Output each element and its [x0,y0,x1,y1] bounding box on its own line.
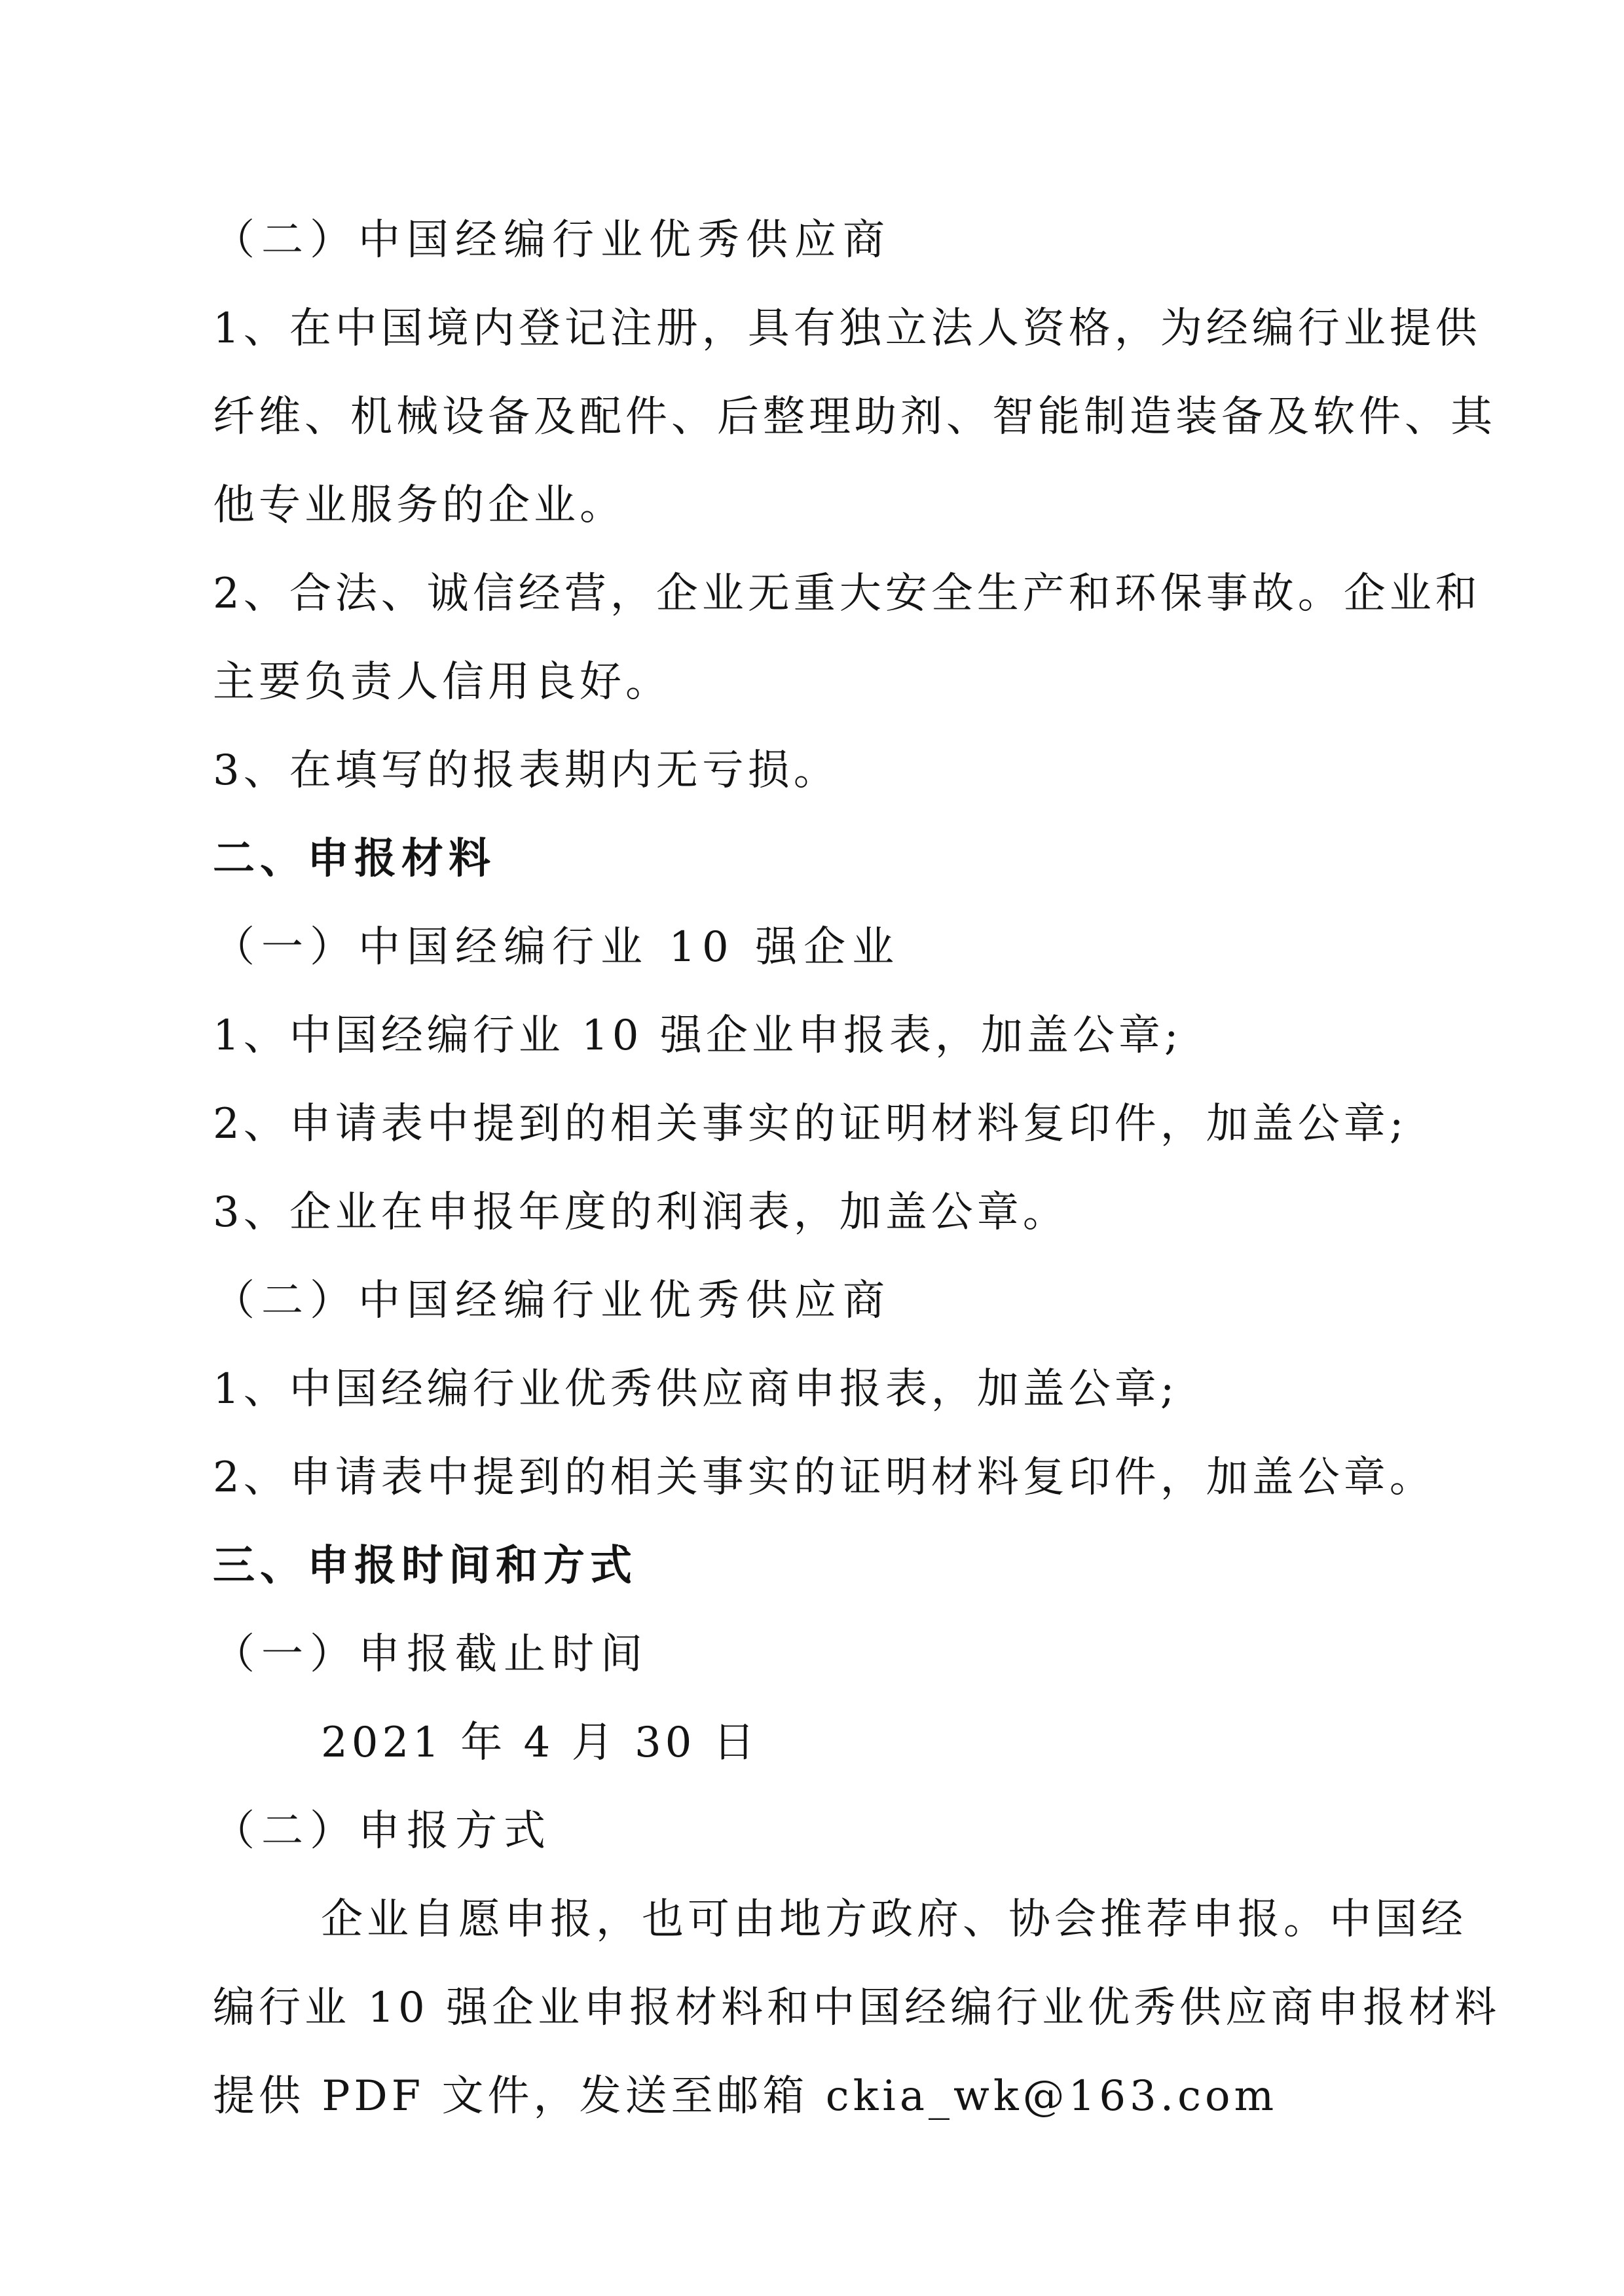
section-2-sub-1-item-1: 1、中国经编行业 10 强企业申报表，加盖公章; [213,1011,1183,1060]
method-line-3: 提供 PDF 文件，发送至邮箱 ckia_wk@163.com [213,2072,1278,2121]
section-2-sub-1: （一）中国经编行业 10 强企业 [213,923,901,972]
supplier-item-1-line-1: 1、在中国境内登记注册，具有独立法人资格，为经编行业提供 [213,304,1481,353]
section-2-sub-2-item-1: 1、中国经编行业优秀供应商申报表，加盖公章; [213,1365,1179,1413]
section-2-sub-1-item-2: 2、申请表中提到的相关事实的证明材料复印件，加盖公章; [213,1100,1408,1148]
section-2-sub-1-item-3: 3、企业在申报年度的利润表，加盖公章。 [213,1188,1069,1237]
deadline-date: 2021 年 4 月 30 日 [321,1719,759,1767]
section-2-heading: 二、申报材料 [213,835,496,883]
section-3-heading: 三、申报时间和方式 [213,1542,637,1590]
section-2-sub-2-item-2: 2、申请表中提到的相关事实的证明材料复印件，加盖公章。 [213,1453,1435,1502]
supplier-item-2-line-1: 2、合法、诚信经营，企业无重大安全生产和环保事故。企业和 [213,570,1481,618]
supplier-item-3: 3、在填写的报表期内无亏损。 [213,746,840,795]
section-2-sub-2: （二）中国经编行业优秀供应商 [213,1277,891,1325]
supplier-heading: （二）中国经编行业优秀供应商 [213,216,891,264]
section-3-sub-1: （一）申报截止时间 [213,1630,649,1679]
supplier-item-2-line-2: 主要负责人信用良好。 [213,658,671,706]
supplier-item-1-line-2: 纤维、机械设备及配件、后整理助剂、智能制造装备及软件、其 [213,393,1496,441]
supplier-item-1-line-3: 他专业服务的企业。 [213,481,625,530]
method-line-2: 编行业 10 强企业申报材料和中国经编行业优秀供应商申报材料 [213,1984,1501,2032]
method-line-1: 企业自愿申报，也可由地方政府、协会推荐申报。中国经 [321,1895,1467,1944]
section-3-sub-2: （二）申报方式 [213,1807,552,1855]
